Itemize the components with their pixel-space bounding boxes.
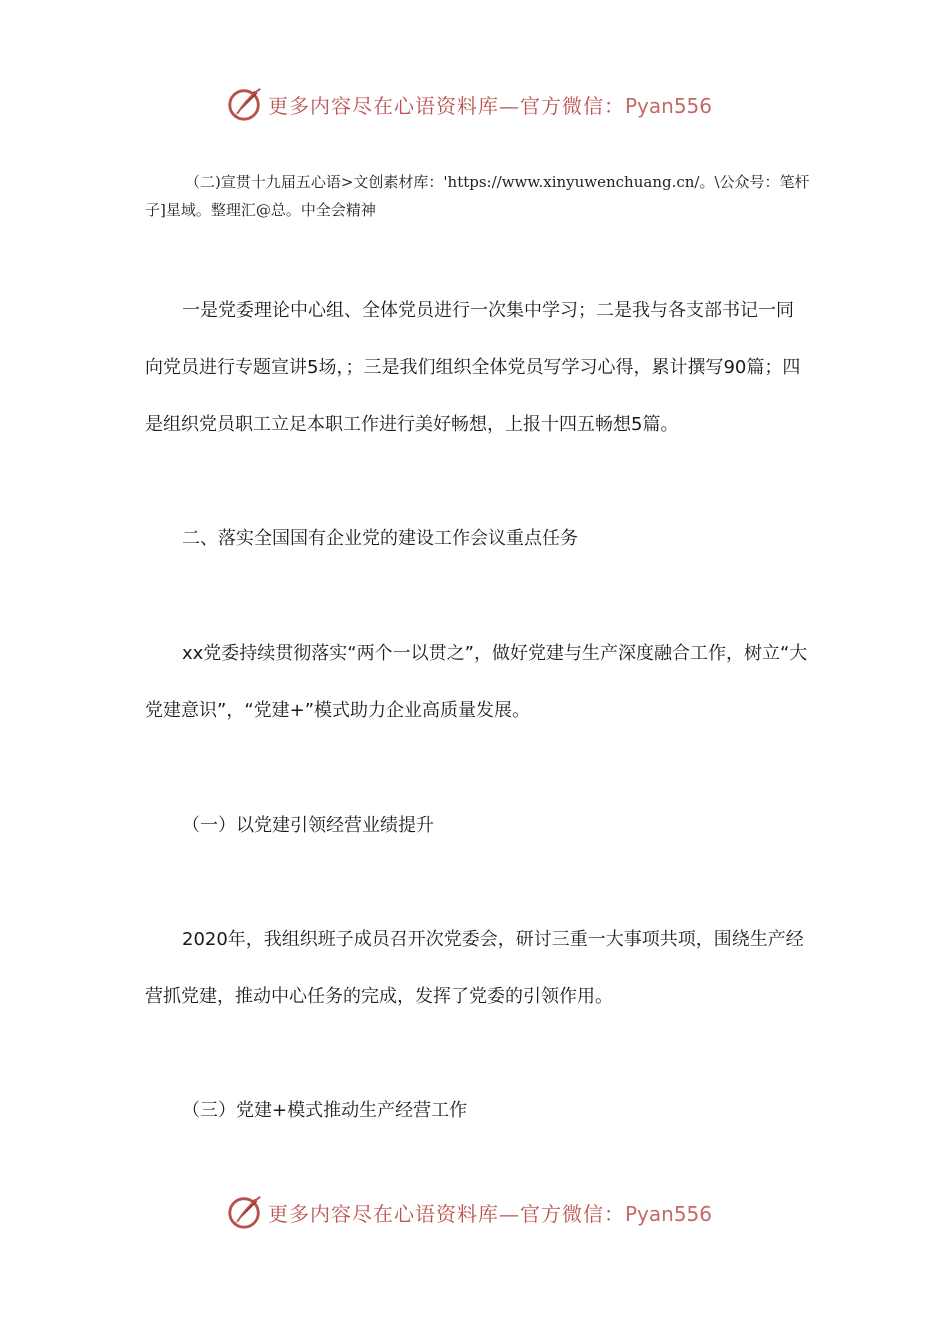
paragraph-implementation: xx党委持续贯彻落实“两个一以贯之”，做好党建与生产深度融合工作，树立“大党建意识”，“党建+”模式助力企业高质量发展。 bbox=[145, 643, 808, 721]
subheading-1: （一）以党建引领经营业绩提升 bbox=[182, 815, 434, 836]
paragraph-2020: 2020年，我组织班子成员召开次党委会，研讨三重一大事项共项，围绕生产经营抓党建，推动中心任务的完成，发挥了党委的引领作用。 bbox=[145, 929, 804, 1007]
header-banner bbox=[226, 84, 712, 124]
section-heading-2: 二、落实全国国有企业党的建设工作会议重点任务 bbox=[182, 528, 578, 549]
paragraph-study: 一是党委理论中心组、全体党员进行一次集中学习；二是我与各支部书记一同向党员进行专题宣讲5场，；三是我们组织全体党员写学习心得，累计撰写90篇；四是组织党员职工立足本职工作进行美好畅想，上报十四五畅想5篇。 bbox=[145, 300, 801, 435]
quill-pen-logo-icon bbox=[226, 85, 264, 123]
banner-text: 更多内容尽在心语资料库—官方微信：Pyan556 bbox=[268, 1201, 713, 1226]
source-note: （二)宣贯十九届五心语>文创素材库：'https://www.xinyuwenchuang.cn/。\公众号：笔杆子]星域。整理汇@总。中全会精神 bbox=[145, 173, 810, 219]
wechat-id: Pyan556 bbox=[625, 93, 713, 118]
subheading-3: （三）党建+模式推动生产经营工作 bbox=[182, 1100, 468, 1121]
wechat-id: Pyan556 bbox=[625, 1201, 713, 1226]
quill-pen-logo-icon bbox=[226, 1193, 264, 1231]
footer-banner bbox=[226, 1192, 712, 1232]
banner-text: 更多内容尽在心语资料库—官方微信：Pyan556 bbox=[268, 93, 713, 118]
